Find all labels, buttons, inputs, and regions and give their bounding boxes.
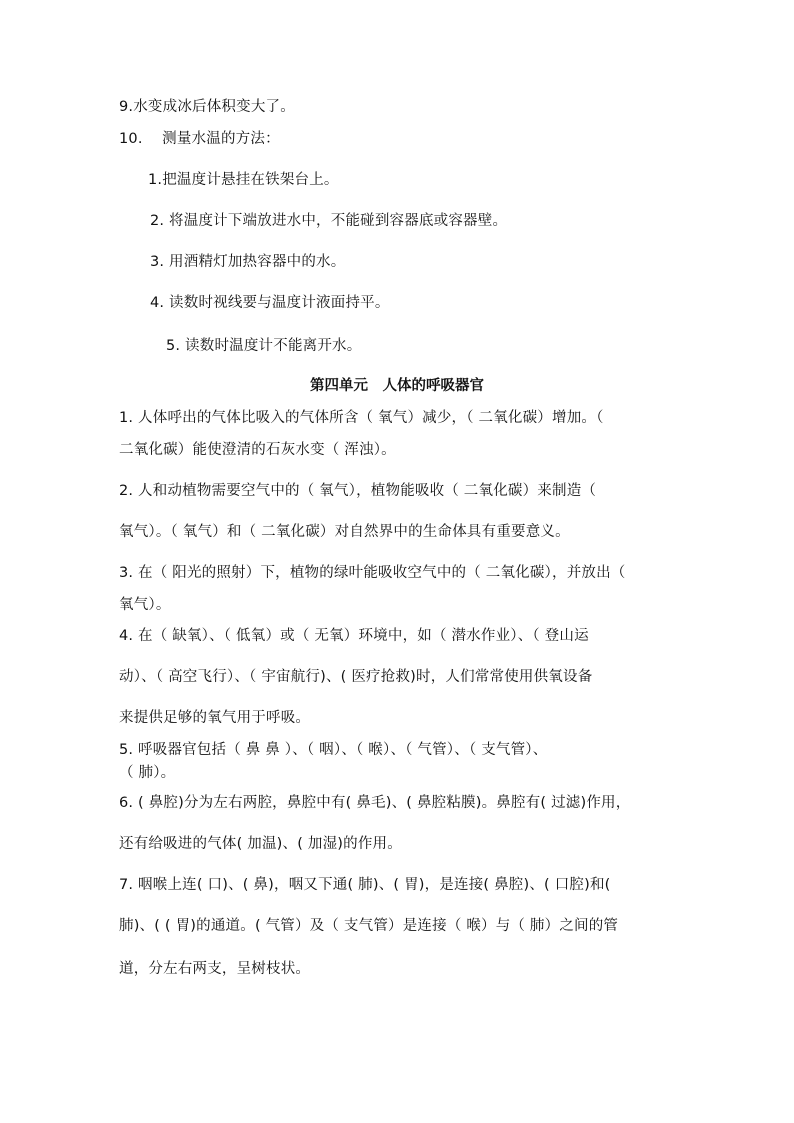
unit-title: 第四单元 人体的呼吸器官 [310,378,484,394]
para-2-line-1: 2. 人和动植物需要空气中的（ 氧气），植物能吸收（ 二氧化碳）来制造（ [119,483,597,499]
para-1-line-1: 1. 人体呼出的气体比吸入的气体所含（ 氧气）减少，（ 二氧化碳）增加。（ [119,410,604,426]
para-6-line-1: 6. ( 鼻腔)分为左右两腔，鼻腔中有( 鼻毛)、( 鼻腔粘膜)。鼻腔有( 过滤)作用， [119,795,631,811]
para-5-line-2: （ 肺）。 [119,765,176,781]
para-4-line-2: 动）、（ 高空飞行）、（ 宇宙航行)、( 医疗抢救)时，人们常常使用供氧设备 [119,669,593,685]
item-10: 10. 测量水温的方法： [119,131,280,147]
step-3: 3. 用酒精灯加热容器中的水。 [150,254,346,270]
para-5-line-1: 5. 呼吸器官包括（ 鼻 鼻 ）、（ 咽）、（ 喉）、（ 气管）、（ 支气管）、 [119,742,548,758]
para-6-line-2: 还有给吸进的气体( 加温)、( 加湿)的作用。 [119,836,402,852]
step-1: 1.把温度计悬挂在铁架台上。 [148,172,339,188]
para-1-line-2: 二氧化碳）能使澄清的石灰水变（ 浑浊）。 [119,442,396,458]
para-7-line-2: 肺)、( ( 胃)的通道。( 气管）及（ 支气管）是连接（ 喉）与（ 肺）之间的管 [119,918,619,934]
item-9: 9.水变成冰后体积变大了。 [119,99,295,115]
step-2: 2. 将温度计下端放进水中，不能碰到容器底或容器壁。 [150,213,508,229]
para-3-line-1: 3. 在（ 阳光的照射）下，植物的绿叶能吸收空气中的（ 二氧化碳），并放出（ [119,565,626,581]
step-5: 5. 读数时温度计不能离开水。 [166,338,362,354]
para-3-line-2: 氧气）。 [119,597,171,613]
para-4-line-3: 来提供足够的氧气用于呼吸。 [119,710,311,726]
step-4: 4. 读数时视线要与温度计液面持平。 [150,295,390,311]
para-2-line-2: 氧气）。（ 氧气）和（ 二氧化碳）对自然界中的生命体具有重要意义。 [119,524,570,540]
para-7-line-3: 道，分左右两支，呈树枝状。 [119,961,311,977]
para-4-line-1: 4. 在（ 缺氧）、（ 低氧）或（ 无氧）环境中，如（ 潜水作业）、（ 登山运 [119,628,589,644]
para-7-line-1: 7. 咽喉上连( 口)、( 鼻)，咽又下通( 肺)、( 胃)，是连接( 鼻腔)、( 口腔)和( [119,877,611,893]
